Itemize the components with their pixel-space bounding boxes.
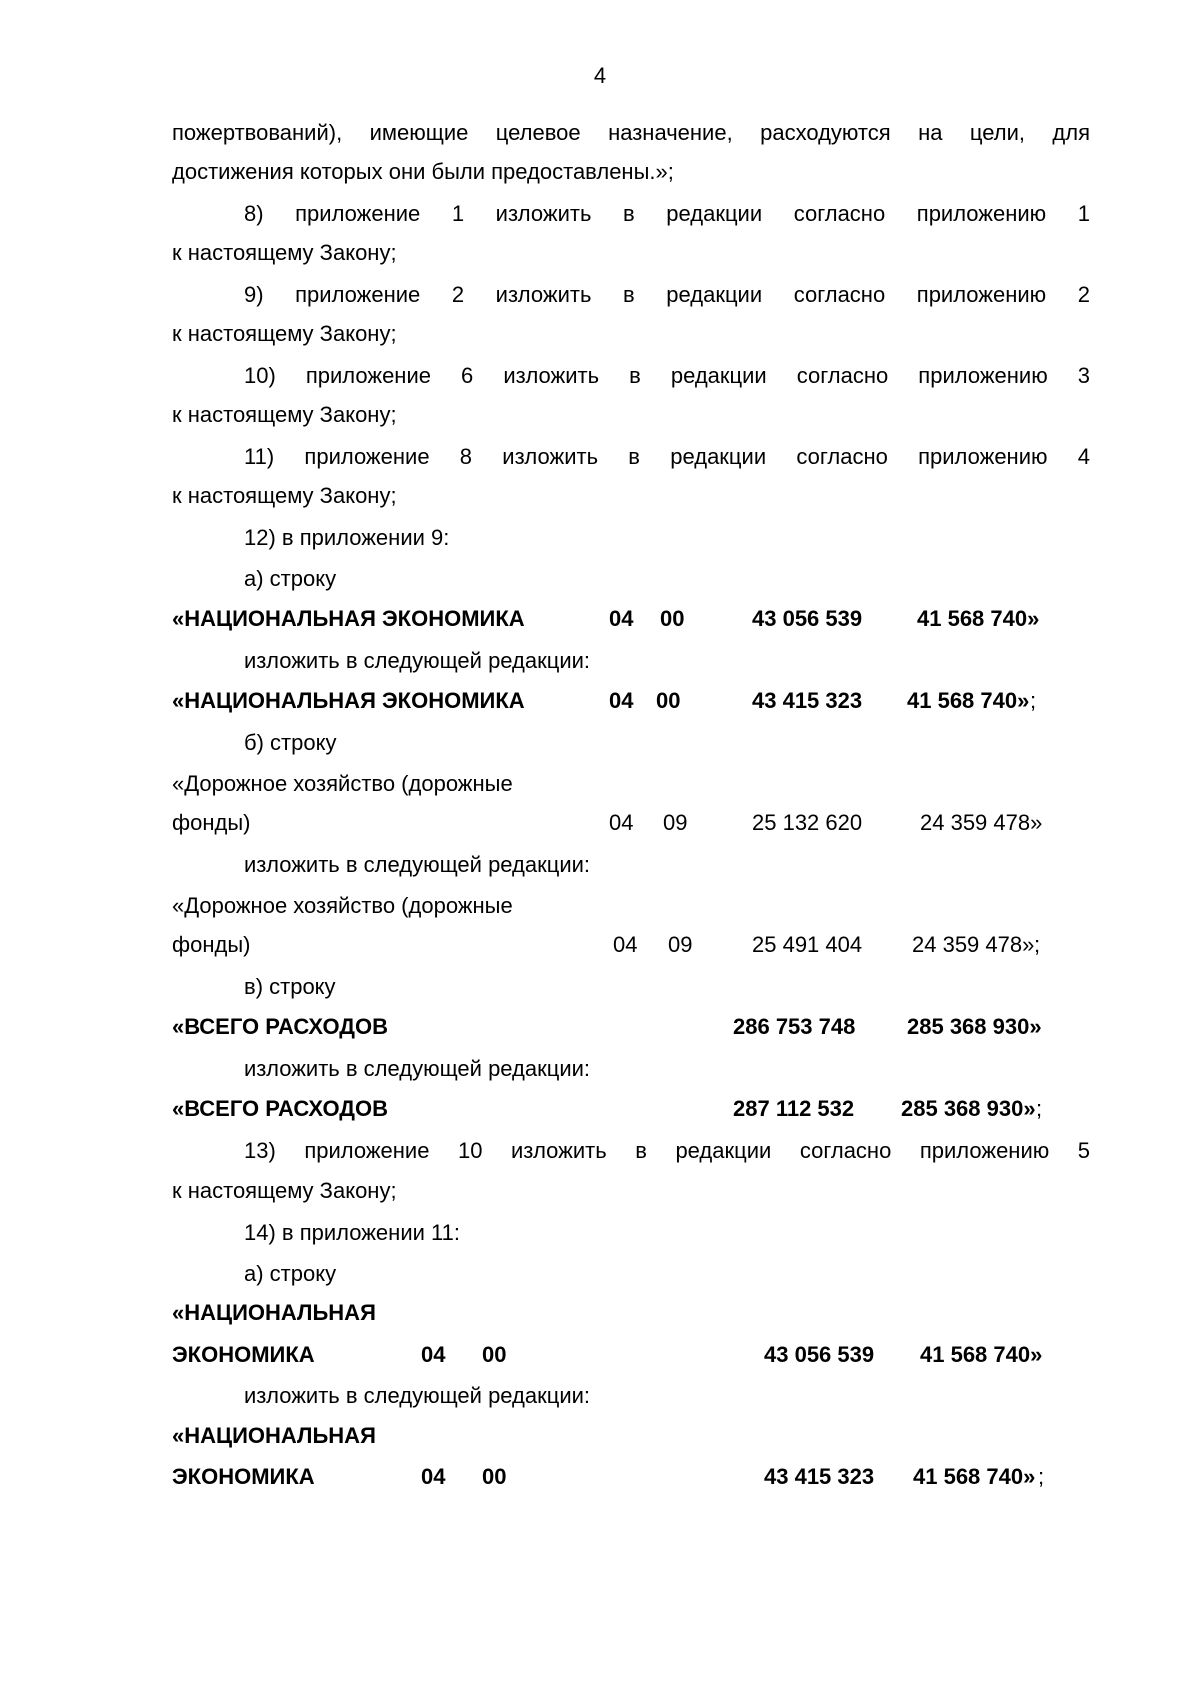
paragraph-line: «НАЦИОНАЛЬНАЯ (172, 1423, 376, 1448)
row-subsection: 00 (482, 1464, 507, 1489)
paragraph-line: а) строку (244, 566, 337, 591)
paragraph-line: 9) приложение 2 изложить в редакции согласно приложению 2 (244, 282, 1090, 307)
paragraph-line: 8) приложение 1 изложить в редакции согласно приложению 1 (244, 201, 1090, 226)
budget-row (0, 685, 1200, 717)
paragraph-line: к настоящему Закону; (172, 1178, 397, 1203)
row-name: «НАЦИОНАЛЬНАЯ ЭКОНОМИКА (172, 606, 525, 631)
row-name: ЭКОНОМИКА (172, 1464, 315, 1489)
paragraph-line: изложить в следующей редакции: (244, 852, 591, 877)
row-amount-2: 24 359 478» (912, 932, 1035, 957)
row-amount-2: 41 568 740» (917, 606, 1040, 631)
row-amount-1: 43 415 323 (752, 688, 863, 713)
row-amount-2: 285 368 930» (901, 1096, 1036, 1121)
budget-row (0, 1339, 1200, 1371)
row-name: ЭКОНОМИКА (172, 1342, 315, 1367)
row-section: 04 (609, 810, 634, 835)
budget-row (0, 929, 1200, 961)
row-section: 04 (421, 1342, 446, 1367)
paragraph-line: изложить в следующей редакции: (244, 1383, 591, 1408)
row-punctuation: ; (1036, 1096, 1043, 1121)
row-punctuation: ; (1038, 1464, 1045, 1489)
row-subsection: 09 (663, 810, 688, 835)
row-amount-2: 41 568 740» (907, 688, 1030, 713)
page-number: 4 (593, 63, 607, 88)
paragraph-line: а) строку (244, 1261, 337, 1286)
row-amount-2: 41 568 740» (913, 1464, 1036, 1489)
paragraph-line: к настоящему Закону; (172, 321, 397, 346)
budget-row (0, 807, 1200, 839)
row-amount-1: 43 415 323 (764, 1464, 875, 1489)
budget-row (0, 1461, 1200, 1493)
row-amount-2: 24 359 478» (920, 810, 1043, 835)
row-amount-1: 43 056 539 (764, 1342, 875, 1367)
row-amount-1: 43 056 539 (752, 606, 863, 631)
row-amount-1: 287 112 532 (733, 1096, 855, 1121)
paragraph-line: 13) приложение 10 изложить в редакции согласно приложению 5 (244, 1138, 1090, 1163)
row-name: «ВСЕГО РАСХОДОВ (172, 1014, 388, 1039)
paragraph-line: к настоящему Закону; (172, 483, 397, 508)
row-name: «НАЦИОНАЛЬНАЯ ЭКОНОМИКА (172, 688, 525, 713)
row-name: фонды) (172, 810, 251, 835)
paragraph-line: 14) в приложении 11: (244, 1220, 460, 1245)
row-punctuation: ; (1034, 932, 1041, 957)
paragraph-line: «Дорожное хозяйство (дорожные (172, 771, 513, 796)
paragraph-line: достижения которых они были предоставлены.»; (172, 159, 674, 184)
paragraph-line: к настоящему Закону; (172, 240, 397, 265)
row-punctuation: ; (1030, 688, 1037, 713)
paragraph-line: в) строку (244, 974, 336, 999)
paragraph-line: «Дорожное хозяйство (дорожные (172, 893, 513, 918)
row-amount-2: 285 368 930» (907, 1014, 1042, 1039)
row-section: 04 (609, 606, 634, 631)
row-subsection: 00 (660, 606, 685, 631)
row-name: фонды) (172, 932, 251, 957)
paragraph-line: 11) приложение 8 изложить в редакции согласно приложению 4 (244, 444, 1090, 469)
paragraph-line: 10) приложение 6 изложить в редакции согласно приложению 3 (244, 363, 1090, 388)
budget-row (0, 1093, 1200, 1125)
row-subsection: 09 (668, 932, 693, 957)
paragraph-line: изложить в следующей редакции: (244, 648, 591, 673)
budget-row (0, 603, 1200, 635)
row-amount-2: 41 568 740» (920, 1342, 1043, 1367)
row-section: 04 (609, 688, 634, 713)
row-section: 04 (421, 1464, 446, 1489)
paragraph-line: «НАЦИОНАЛЬНАЯ (172, 1300, 376, 1325)
row-name: «ВСЕГО РАСХОДОВ (172, 1096, 388, 1121)
paragraph-line: пожертвований), имеющие целевое назначение, расходуются на цели, для (172, 120, 1090, 145)
row-amount-1: 286 753 748 (733, 1014, 856, 1039)
budget-row (0, 1011, 1200, 1043)
paragraph-line: к настоящему Закону; (172, 402, 397, 427)
paragraph-line: 12) в приложении 9: (244, 525, 450, 550)
row-subsection: 00 (656, 688, 681, 713)
paragraph-line: изложить в следующей редакции: (244, 1056, 591, 1081)
row-section: 04 (613, 932, 638, 957)
row-amount-1: 25 491 404 (752, 932, 863, 957)
row-subsection: 00 (482, 1342, 507, 1367)
row-amount-1: 25 132 620 (752, 810, 863, 835)
paragraph-line: б) строку (244, 730, 337, 755)
